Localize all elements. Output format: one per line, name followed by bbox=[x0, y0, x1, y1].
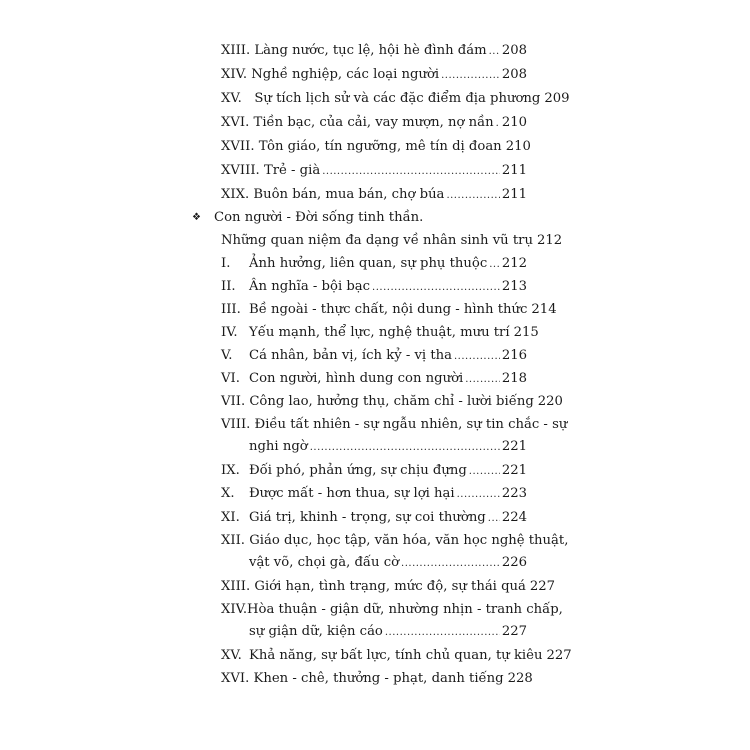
entry-page: 216 bbox=[501, 348, 527, 363]
toc-entry bbox=[221, 578, 556, 597]
leader-dots bbox=[454, 348, 500, 366]
entry-number: II. bbox=[221, 279, 236, 294]
entry-page: 218 bbox=[501, 371, 527, 386]
entry-page: 210 bbox=[505, 139, 531, 154]
entry-page: 213 bbox=[501, 279, 527, 294]
entry-number: IX. bbox=[221, 463, 240, 478]
entry-page: 227 bbox=[501, 624, 527, 639]
entry-page: 209 bbox=[544, 91, 570, 106]
leader-dots bbox=[457, 486, 500, 504]
toc-entry bbox=[221, 370, 527, 389]
toc-entry bbox=[221, 255, 527, 274]
entry-number: III. bbox=[221, 302, 241, 317]
entry-title-continued: vật võ, chọi gà, đấu cờ bbox=[249, 555, 400, 570]
toc-entry-intro bbox=[221, 232, 563, 251]
leader-dots bbox=[465, 371, 500, 389]
leader-dots bbox=[446, 187, 499, 205]
leader-dots bbox=[310, 439, 500, 457]
toc-entry bbox=[221, 114, 527, 133]
section-heading bbox=[192, 209, 423, 227]
entry-number: XII. bbox=[221, 533, 245, 548]
entry-title: Những quan niệm đa dạng về nhân sinh vũ trụ bbox=[221, 233, 533, 248]
entry-page: 220 bbox=[537, 394, 563, 409]
entry-number: XVII. bbox=[221, 139, 255, 154]
toc-entry bbox=[221, 485, 527, 504]
entry-page: 211 bbox=[501, 163, 527, 178]
diamond-bullet-icon: ❖ bbox=[192, 212, 201, 223]
entry-number: XIV. bbox=[221, 602, 248, 617]
entry-title: Giới hạn, tình trạng, mức độ, sự thái quá bbox=[254, 579, 526, 594]
entry-number: XVI. bbox=[221, 115, 250, 130]
entry-page: 212 bbox=[536, 233, 563, 248]
leader-dots bbox=[496, 115, 500, 133]
entry-number: XVIII. bbox=[221, 163, 260, 178]
entry-number: V. bbox=[221, 348, 233, 363]
entry-title: Tiền bạc, của cải, vay mượn, nợ nần bbox=[253, 115, 494, 130]
entry-page: 223 bbox=[501, 486, 527, 501]
entry-page: 228 bbox=[507, 671, 533, 686]
entry-title: Ảnh hưởng, liên quan, sự phụ thuộc bbox=[249, 256, 488, 271]
entry-title: Ân nghĩa - bội bạc bbox=[249, 279, 371, 294]
entry-number: XI. bbox=[221, 510, 240, 525]
entry-page: 226 bbox=[501, 555, 527, 570]
toc-entry bbox=[221, 347, 527, 366]
entry-title: Đối phó, phản ứng, sự chịu đựng bbox=[249, 463, 467, 478]
entry-page: 214 bbox=[531, 302, 557, 317]
entry-number: XIX. bbox=[221, 187, 250, 202]
toc-entry bbox=[221, 66, 527, 85]
leader-dots bbox=[488, 510, 500, 528]
entry-number: XIII. bbox=[221, 43, 251, 58]
leader-dots bbox=[322, 163, 500, 181]
entry-page: 215 bbox=[513, 325, 539, 340]
entry-title: Tôn giáo, tín ngưỡng, mê tín dị đoan bbox=[258, 139, 502, 154]
toc-entry bbox=[221, 416, 568, 457]
entry-number: I. bbox=[221, 256, 231, 271]
entry-title: Khen - chê, thưởng - phạt, danh tiếng bbox=[253, 671, 504, 686]
toc-entry bbox=[221, 670, 533, 689]
entry-page: 208 bbox=[501, 43, 527, 58]
toc-entry bbox=[221, 186, 527, 205]
toc-entry bbox=[221, 42, 527, 61]
entry-page: 227 bbox=[529, 579, 556, 594]
entry-title: Giá trị, khinh - trọng, sự coi thường bbox=[249, 510, 486, 525]
entry-title: Điều tất nhiên - sự ngẫu nhiên, sự tin chắc - sự bbox=[254, 417, 568, 432]
leader-dots bbox=[441, 67, 500, 85]
toc-entry bbox=[221, 647, 572, 666]
entry-title: Yếu mạnh, thể lực, nghệ thuật, mưu trí bbox=[249, 325, 510, 340]
entry-title: Buôn bán, mua bán, chợ búa bbox=[253, 187, 445, 202]
entry-page: 221 bbox=[501, 439, 527, 454]
toc-entry bbox=[221, 393, 563, 412]
toc-entry bbox=[221, 462, 527, 481]
entry-page: 210 bbox=[501, 115, 527, 130]
toc-entry bbox=[221, 532, 569, 573]
entry-title: Bề ngoài - thực chất, nội dung - hình thức bbox=[249, 302, 528, 317]
toc-entry bbox=[221, 601, 563, 642]
toc-entry bbox=[221, 324, 539, 343]
entry-number: IV. bbox=[221, 325, 238, 340]
entry-title: Trẻ - già bbox=[263, 163, 321, 178]
leader-dots bbox=[385, 624, 500, 642]
entry-title: Khả năng, sự bất lực, tính chủ quan, tự kiêu bbox=[249, 648, 543, 663]
entry-page: 227 bbox=[546, 648, 572, 663]
entry-number: XV. bbox=[221, 648, 242, 663]
entry-title: Con người, hình dung con người bbox=[249, 371, 464, 386]
leader-dots bbox=[489, 43, 500, 61]
leader-dots bbox=[372, 279, 500, 297]
entry-number: XIII. bbox=[221, 579, 251, 594]
entry-title: Được mất - hơn thua, sự lợi hại bbox=[249, 486, 455, 501]
toc-entry bbox=[221, 162, 527, 181]
entry-title: Hòa thuận - giận dữ, nhường nhịn - tranh chấp, bbox=[247, 602, 563, 617]
leader-dots bbox=[489, 256, 500, 274]
entry-title-continued: sự giận dữ, kiện cáo bbox=[249, 624, 383, 639]
entry-number: VII. bbox=[221, 394, 246, 409]
entry-page: 211 bbox=[501, 187, 527, 202]
entry-title: Sự tích lịch sử và các đặc điểm địa phương bbox=[254, 91, 541, 106]
entry-number: XVI. bbox=[221, 671, 250, 686]
entry-title: Làng nước, tục lệ, hội hè đình đám bbox=[254, 43, 487, 58]
entry-title: Giáo dục, học tập, văn hóa, văn học nghệ thuật, bbox=[249, 533, 569, 548]
leader-dots bbox=[469, 463, 500, 481]
entry-number: XV. bbox=[221, 91, 242, 106]
entry-title-continued: nghi ngờ bbox=[249, 439, 308, 454]
entry-title: Nghề nghiệp, các loại người bbox=[251, 67, 440, 82]
entry-number: VIII. bbox=[221, 417, 251, 432]
toc-entry bbox=[221, 509, 527, 528]
leader-dots bbox=[401, 555, 500, 573]
entry-page: 212 bbox=[501, 256, 527, 271]
entry-title: Cá nhân, bản vị, ích kỷ - vị tha bbox=[249, 348, 452, 363]
toc-entry bbox=[221, 138, 531, 157]
entry-page: 208 bbox=[501, 67, 527, 82]
toc-entry bbox=[221, 90, 570, 109]
toc-entry bbox=[221, 278, 527, 297]
toc-entry bbox=[221, 301, 557, 320]
entry-page: 224 bbox=[501, 510, 527, 525]
entry-number: XIV. bbox=[221, 67, 248, 82]
entry-number: X. bbox=[221, 486, 235, 501]
section-title: Con người - Đời sống tinh thần. bbox=[214, 210, 424, 225]
entry-title: Công lao, hưởng thụ, chăm chỉ - lười biếng bbox=[249, 394, 534, 409]
entry-page: 221 bbox=[501, 463, 527, 478]
entry-number: VI. bbox=[221, 371, 240, 386]
